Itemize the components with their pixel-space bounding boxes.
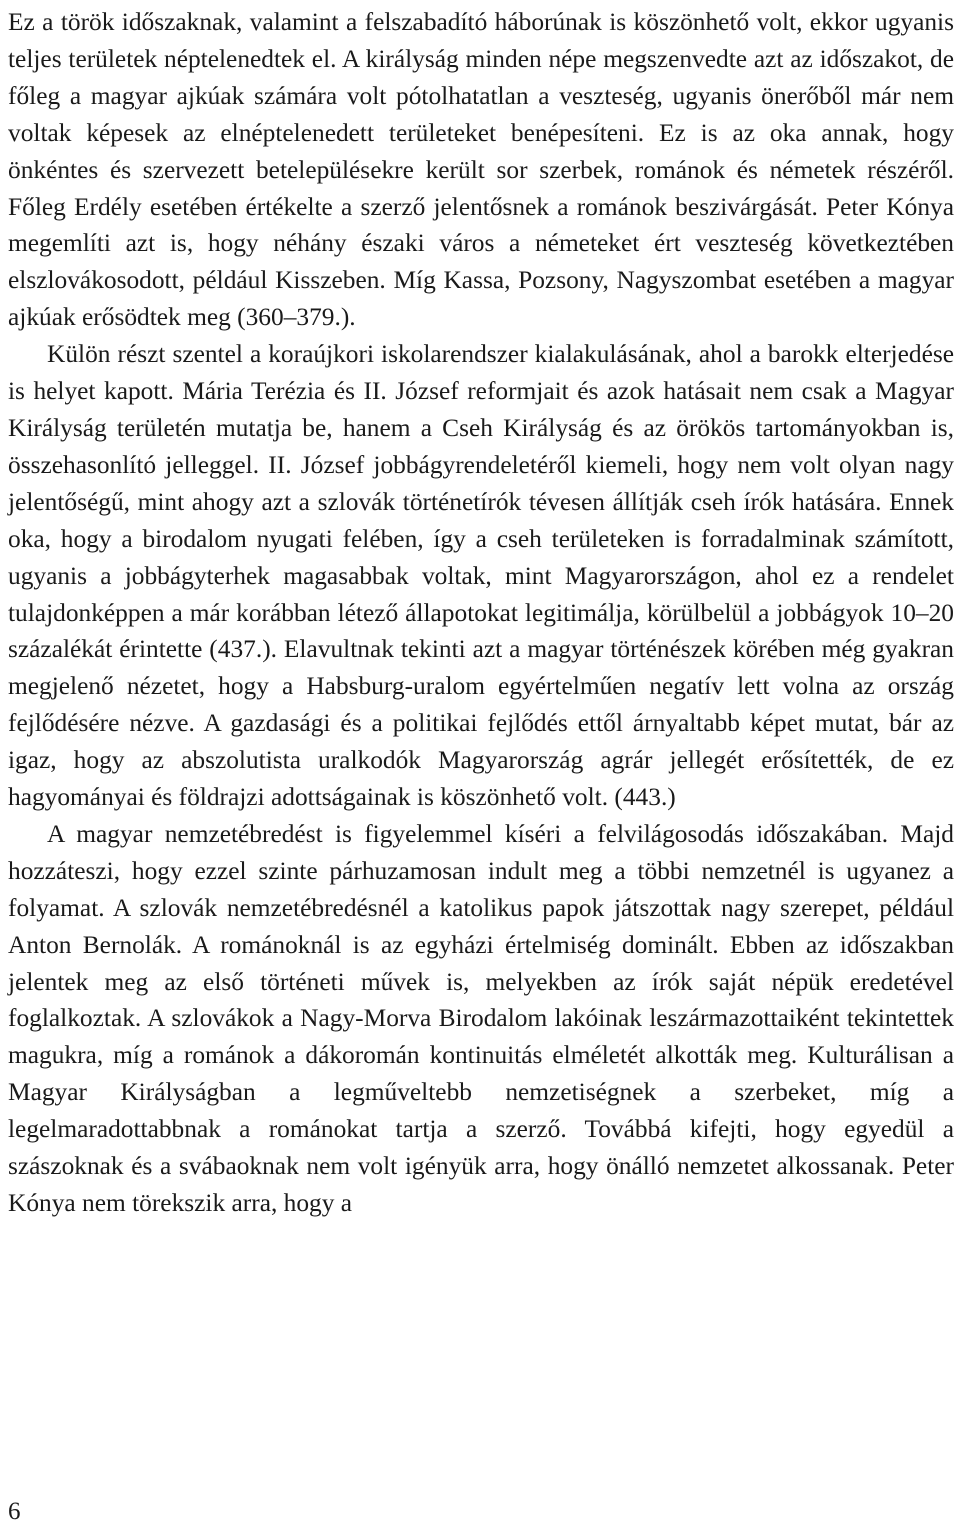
page-body-text <box>8 4 954 1222</box>
paragraph-school-system: Külön részt szentel a koraújkori iskolarendszer kialakulásának, ahol a barokk elterjedése is helyet kapott. Mária Terézia és II. József reformjait és azok hatásait nem csak a Magyar Királyság területén mutatja be, hanem a Cseh Királyság és az örökös tartományokban is, összehasonlító jelleggel. II. József jobbágyrendeletéről kiemeli, hogy nem volt olyan nagy jelentőségű, mint ahogy azt a szlovák történetírók tévesen állítják cseh írók hatására. Ennek oka, hogy a birodalom nyugati felében, így a cseh területeken is forradalminak számított, ugyanis a jobbágyterhek magasabbak voltak, mint Magyarországon, ahol ez a rendelet tulajdonképpen a már korábban létező állapotokat legitimálja, körülbelül a jobbágyok 10–20 százalékát érintette (437.). Elavultnak tekinti azt a magyar történészek körében még gyakran megjelenő nézetet, hogy a Habsburg-uralom egyértelműen negatív lett volna az ország fejlődésére nézve. A gazdasági és a politikai fejlődés ettől árnyaltabb képet mutat, bár az igaz, hogy az abszolutista uralkodók Magyarország agrár jellegét erősítették, de ez hagyományai és földrajzi adottságainak is köszönhető volt. (443.) <box>8 340 954 812</box>
page-number: 6 <box>8 1498 21 1525</box>
paragraph-national-awakening: A magyar nemzetébredést is figyelemmel kíséri a felvilágosodás időszakában. Majd hozzáteszi, hogy ezzel szinte párhuzamosan indult meg a többi nemzetnél is ugyanez a folyamat. A szlovák nemzetébredésnél a katolikus papok játszottak nagy szerepet, például Anton Bernolák. A románoknál is az egyházi értelmiség dominált. Ebben az időszakban jelentek meg az első történeti művek is, melyekben az írók saját népük eredetével foglalkoztak. A szlovákok a Nagy-Morva Birodalom lakóinak leszármazottaiként tekintettek magukra, míg a románok a dákoromán kontinuitás elméletét alkották meg. Kulturálisan a Magyar Királyságban a legműveltebb nemzetiségnek a szerbeket, míg a legelmaradottabbnak a románokat tartja a szerző. Továbbá kifejti, hogy egyedül a szászoknak és a svábaoknak nem volt igényük arra, hogy önálló nemzetet alkossanak. Peter Kónya nem törekszik arra, hogy a <box>8 819 954 1217</box>
paragraph-turkish-era: Ez a török időszaknak, valamint a felszabadító háborúnak is köszönhető volt, ekkor ugyanis teljes területek néptelenedtek el. A királyság minden népe megszenvedte azt az időszakot, de főleg a magyar ajkúak számára volt pótolhatatlan a veszteség, ugyanis önerőből már nem voltak képesek az elnéptelenedett területeket benépesíteni. Ez is az oka annak, hogy önkéntes és szervezett betelepülésekre került sor szerbek, románok és németek részéről. Főleg Erdély esetében értékelte a szerző jelentősnek a románok beszivárgását. Peter Kónya megemlíti azt is, hogy néhány északi város a németeket ért veszteség következtében elszlovákosodott, például Kisszeben. Míg Kassa, Pozsony, Nagyszombat esetében a magyar ajkúak erősödtek meg (360–379.). <box>8 8 954 332</box>
